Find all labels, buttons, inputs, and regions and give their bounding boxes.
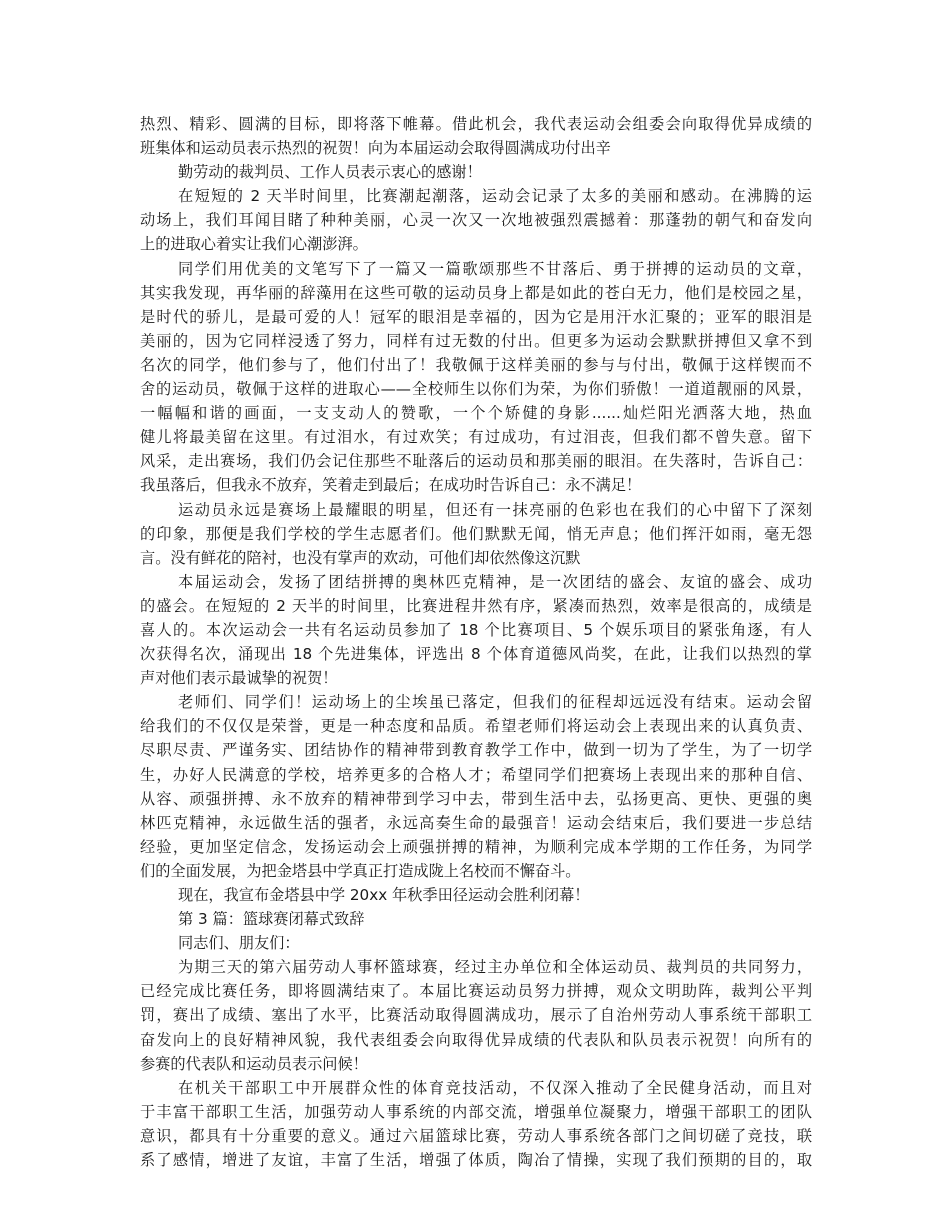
text-line: 从容、顽强拼搏、永不放弃的精神带到学习中去，带到生活中去，弘扬更高、更快、更强的奥 [140,789,812,808]
text-line: 们的全面发展，为把金塔县中学真正打造成陇上名校而不懈奋斗。 [140,861,581,880]
text-line: 林匹克精神，永远做生活的强者，永远高奏生命的最强音！运动会结束后，我们要进一步总结 [140,813,812,832]
text-line: 尽职尽责、严谨务实、团结协作的精神带到教育教学工作中，做到一切为了学生，为了一切学 [140,741,812,760]
text-line: 是时代的骄儿，是最可爱的人！冠军的眼泪是幸福的，因为它是用汗水汇聚的；亚军的眼泪是 [140,307,812,326]
text-line: 给我们的不仅仅是荣誉，更是一种态度和品质。希望老师们将运动会上表现出来的认真负责、 [140,717,812,736]
text-line: 声对他们表示最诚挚的祝贺！ [140,669,338,688]
text-line: 动场上，我们耳闻目睹了种种美丽，心灵一次又一次地被强烈震撼着：那蓬勃的朝气和奋发向 [140,211,812,230]
text-line: 次获得名次，涌现出 18 个先进集体，评选出 8 个体育道德风尚奖，在此，让我们以热烈的掌 [140,645,812,664]
text-line: 健儿将最美留在这里。有过泪水，有过欢笑；有过成功，有过泪丧，但我们都不曾失意。留下 [140,428,812,447]
text-line: 班集体和运动员表示热烈的祝贺！向为本届运动会取得圆满成功付出辛 [140,139,611,158]
paragraph-first-line: 同志们、朋友们： [178,934,300,953]
text-line: 其实我发现，再华丽的辞藻用在这些可敬的运动员身上都是如此的苍白无力，他们是校园之星， [140,283,812,302]
text-line: 经验，更加坚定信念，发扬运动会上顽强拼搏的精神，为顺利完成本学期的工作任务，为同学 [140,837,812,856]
text-line: 我虽落后，但我永不放弃，笑着走到最后；在成功时告诉自己：永不满足！ [140,476,642,495]
paragraph-first-line: 勤劳动的裁判员、工作人员表示衷心的感谢！ [178,163,482,182]
text-line: 风采，走出赛场，我们仍会记住那些不耻落后的运动员和那美丽的眼泪。在失落时，告诉自己： [140,452,812,471]
text-line: 的盛会。在短短的 2 天半的时间里，比赛进程井然有序，紧凑而热烈，效率是很高的，成绩是 [140,596,812,615]
text-line: 名次的同学，他们参与了，他们付出了！我敬佩于这样美丽的参与与付出，敬佩于这样锲而不 [140,355,812,374]
paragraph-first-line: 老师们、同学们！运动场上的尘埃虽已落定，但我们的征程却远远没有结束。运动会留 [178,693,812,712]
text-line: 热烈、精彩、圆满的目标，即将落下帷幕。借此机会，我代表运动会组委会向取得优异成绩的 [140,115,812,133]
text-line: 奋发向上的良好精神风貌，我代表组委会向取得优异成绩的代表队和队员表示祝贺！向所有的 [140,1030,812,1049]
text-line: 上的进取心着实让我们心潮澎湃。 [140,235,368,254]
paragraph-first-line: 同学们用优美的文笔写下了一篇又一篇歌颂那些不甘落后、勇于拼搏的运动员的文章， [178,259,812,278]
text-line: 美丽的，因为它同样浸透了努力，同样有过无数的付出。但更多为运动会默默拼搏但又拿不到 [140,331,812,350]
text-line: 参赛的代表队和运动员表示问候！ [140,1054,368,1073]
text-line: 罚，赛出了成绩、塞出了水平，比赛活动取得圆满成功，展示了自治州劳动人事系统干部职工 [140,1006,812,1025]
paragraph-first-line: 在机关干部职工中开展群众性的体育竞技活动，不仅深入推动了全民健身活动，而且对 [178,1078,812,1097]
text-line: 意识，都具有十分重要的意义。通过六届篮球比赛，劳动人事系统各部门之间切磋了竞技，联 [140,1126,812,1145]
text-line: 一幅幅和谐的画面，一支支动人的赞歌，一个个矫健的身影......灿烂阳光洒落大地，热血 [140,404,812,423]
text-line: 舍的运动员，敬佩于这样的进取心——全校师生以你们为荣，为你们骄傲！一道道靓丽的风景， [140,380,812,399]
text-line: 系了感情，增进了友谊，丰富了生活，增强了体质，陶冶了情操，实现了我们预期的目的，取 [140,1151,812,1170]
paragraph-first-line: 第 3 篇：篮球赛闭幕式致辞 [178,910,365,929]
paragraph-first-line: 现在，我宣布金塔县中学 20xx 年秋季田径运动会胜利闭幕！ [178,886,590,904]
paragraph-first-line: 运动员永远是赛场上最耀眼的明星，但还有一抹亮丽的色彩也在我们的心中留下了深刻 [178,500,812,519]
text-line: 生，办好人民满意的学校，培养更多的合格人才；希望同学们把赛场上表现出来的那种自信、 [140,765,812,784]
paragraph-first-line: 本届运动会，发扬了团结拼搏的奥林匹克精神，是一次团结的盛会、友谊的盛会、成功 [178,572,812,591]
text-line: 言。没有鲜花的陪衬，也没有掌声的欢动，可他们却依然像这沉默 [140,548,581,567]
document-page [140,112,812,1172]
text-line: 的印象，那便是我们学校的学生志愿者们。他们默默无闻，悄无声息；他们挥汗如雨，毫无怨 [140,524,812,543]
text-line: 于丰富干部职工生活，加强劳动人事系统的内部交流，增强单位凝聚力，增强干部职工的团队 [140,1102,812,1121]
paragraph-first-line: 为期三天的第六届劳动人事杯篮球赛，经过主办单位和全体运动员、裁判员的共同努力， [178,958,812,977]
text-line: 已经完成比赛任务，即将圆满结束了。本届比赛运动员努力拼搏，观众文明助阵，裁判公平判 [140,982,812,1001]
text-line: 喜人的。本次运动会一共有名运动员参加了 18 个比赛项目、5 个娱乐项目的紧张角逐，有人 [140,620,812,639]
paragraph-first-line: 在短短的 2 天半时间里，比赛潮起潮落，运动会记录了太多的美丽和感动。在沸腾的运 [178,187,812,206]
